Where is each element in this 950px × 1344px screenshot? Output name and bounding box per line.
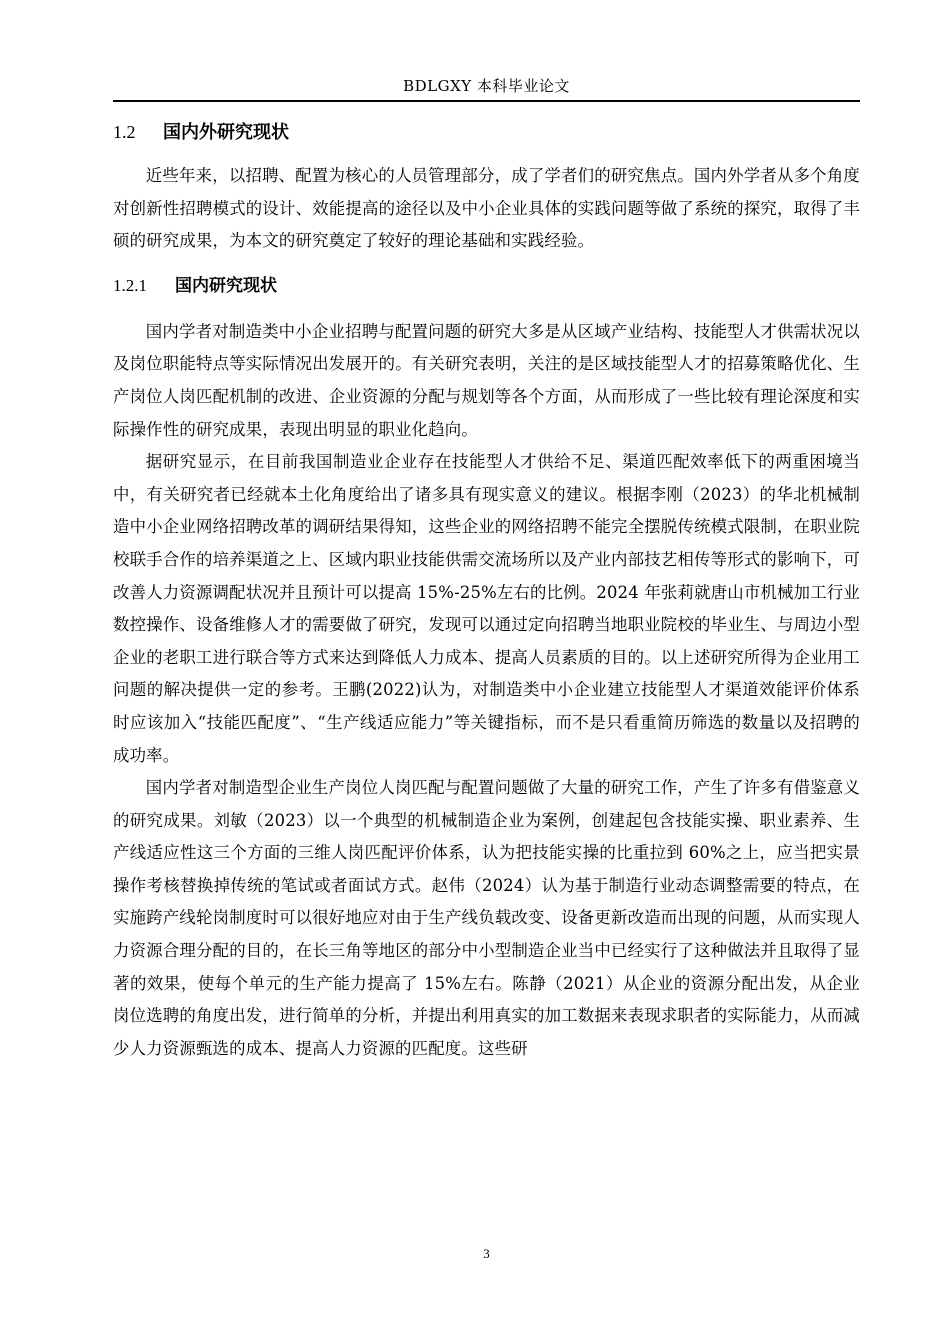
running-header: BDLGXY 本科毕业论文 (403, 77, 570, 95)
page-body (113, 112, 860, 1065)
subsection-number: 1.2.1 (113, 275, 147, 295)
header-rule (113, 100, 860, 102)
section-intro-paragraph: 近些年来，以招聘、配置为核心的人员管理部分，成了学者们的研究焦点。国内外学者从多个角度对创新性招聘模式的设计、效能提高的途径以及中小企业具体的实践问题等做了系统的探究，取得了丰硕的研究成果，为本文的研究奠定了较好的理论基础和实践经验。 (113, 166, 860, 251)
page-number: 3 (483, 1246, 490, 1261)
section-heading (113, 112, 860, 150)
body-paragraph: 国内学者对制造类中小企业招聘与配置问题的研究大多是从区域产业结构、技能型人才供需状况以及岗位职能特点等实际情况出发展开的。有关研究表明，关注的是区域技能型人才的招募策略优化、生产岗位人岗匹配机制的改进、企业资源的分配与规划等各个方面，从而形成了一些比较有理论深度和实际操作性的研究成果，表现出明显的职业化趋向。 (113, 321, 860, 439)
subsection-heading (113, 258, 860, 312)
subsection-title: 国内研究现状 (175, 275, 277, 296)
body-paragraph: 据研究显示，在目前我国制造业企业存在技能型人才供给不足、渠道匹配效率低下的两重困境当中，有关研究者已经就本土化角度给出了诸多具有现实意义的建议。根据李刚（2023）的华北机械制造中小企业网络招聘改革的调研结果得知，这些企业的网络招聘不能完全摆脱传统模式限制，在职业院校联手合作的培养渠道之上、区域内职业技能供需交流场所以及产业内部技艺相传等形式的影响下，可改善人力资源调配状况并且预计可以提高 15%-25%左右的比例。2024 年张莉就唐山市机械加工行业数控操作、设备维修人才的需要做了研究，发现可以通过定向招聘当地职业院校的毕业生、与周边小型企业的老职工进行联合等方式来达到降低人力成本、提高人员素质的目的。以上述研究所得为企业用工问题的解决提供一定的参考。王鹏(2022)认为，对制造类中小企业建立技能型人才渠道效能评价体系时应该加入“技能匹配度”、“生产线适应能力”等关键指标，而不是只看重简历筛选的数量以及招聘的成功率。 (113, 452, 860, 765)
body-paragraph: 国内学者对制造型企业生产岗位人岗匹配与配置问题做了大量的研究工作，产生了许多有借鉴意义的研究成果。刘敏（2023）以一个典型的机械制造企业为案例，创建起包含技能实操、职业素养、生产线适应性这三个方面的三维人岗匹配评价体系，认为把技能实操的比重拉到 60%之上，应当把实景操作考核替换掉传统的笔试或者面试方式。赵伟（2024）认为基于制造行业动态调整需要的特点，在实施跨产线轮岗制度时可以很好地应对由于生产线负载改变、设备更新改造而出现的问题，从而实现人力资源合理分配的目的，在长三角等地区的部分中小型制造企业当中已经实行了这种做法并且取得了显著的效果，使每个单元的生产能力提高了 15%左右。陈静（2021）从企业的资源分配出发，从企业岗位选聘的角度出发，进行简单的分析，并提出利用真实的加工数据来表现求职者的实际能力，从而减少人力资源甄选的成本、提高人力资源的匹配度。这些研 (113, 778, 860, 1058)
section-title: 国内外研究现状 (163, 122, 289, 143)
section-number: 1.2 (113, 122, 136, 142)
